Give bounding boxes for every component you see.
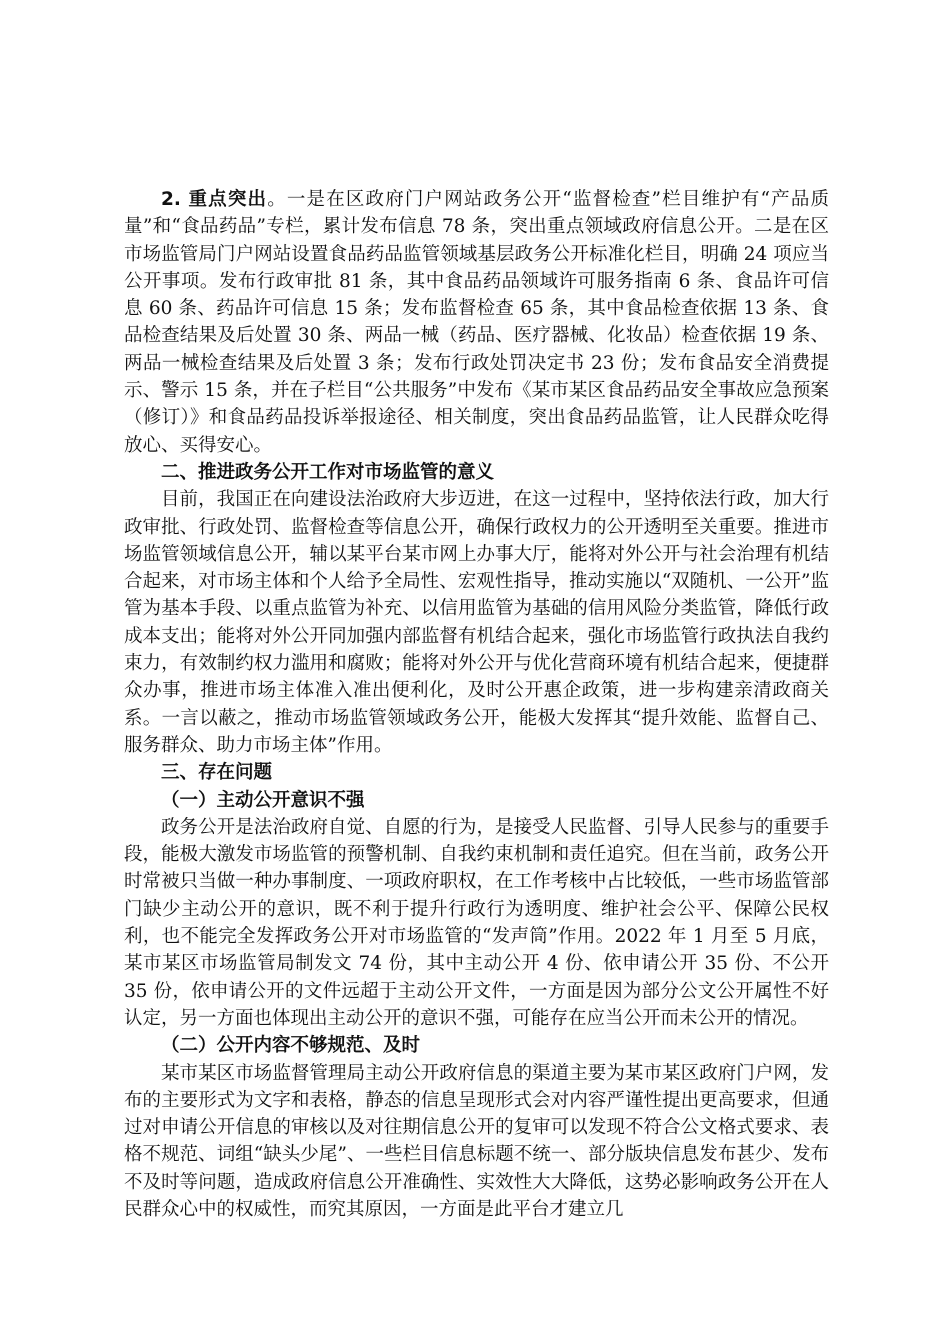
subsection-heading: （二）公开内容不够规范、及时 (161, 1035, 421, 1057)
paragraph-lead: 2. 重点突出 (161, 189, 268, 210)
paragraph-significance: 目前，我国正在向建设法治政府大步迈进，在这一过程中，坚持依法行政，加大行政审批、行政处罚、监督检查等信息公开，确保行政权力的公开透明至关重要。推进市场监管领域信息公开，辅以某平台某市网上办事大厅，能将对外公开与社会治理有机结合起来，对市场主体和个人给予全局性、宏观性指导，推动实施以“双随机、一公开”监管为基本手段、以重点监管为补充、以信用监管为基础的信用风险分类监管，降低行政成本支出；能将对外公开同加强内部监督有机结合起来，强化市场监管行政执法自我约束力，有效制约权力滥用和腐败；能将对外公开与优化营商环境有机结合起来，便捷群众办事，推进市场主体准入准出便利化，及时公开惠企政策，进一步构建亲清政商关系。一言以蔽之，推动市场监管领域政务公开，能极大发挥其“提升效能、监督自己、服务群众、助力市场主体”作用。 (124, 489, 829, 756)
subsection-heading: （一）主动公开意识不强 (161, 789, 365, 811)
section-heading: 三、存在问题 (161, 762, 273, 784)
paragraph-awareness: 政务公开是法治政府自觉、自愿的行为，是接受人民监督、引导人民参与的重要手段，能极大激发市场监管的预警机制、自我约束机制和责任追究。但在当前，政务公开时常被只当做一种办事制度、一项政府职权，在工作考核中占比较低，一些市场监管部门缺少主动公开的意识，既不利于提升行政行为透明度、维护社会公平、保障公民权利，也不能完全发挥政务公开对市场监管的“发声筒”作用。2022 年 1 月至 5 月底，某市某区市场监管局制发文 74 份，其中主动公开 4 份、依申请公开 35 份、不公开 35 份，依申请公开的文件远超于主动公开文件，一方面是因为部分公文公开属性不好认定，另一方面也体现出主动公开的意识不强，可能存在应当公开而未公开的情况。 (124, 816, 829, 1029)
document-page (124, 186, 829, 1223)
section-heading: 二、推进政务公开工作对市场监管的意义 (161, 461, 495, 483)
paragraph-content-standards: 某市某区市场监督管理局主动公开政府信息的渠道主要为某市某区政府门户网，发布的主要形式为文字和表格，静态的信息呈现形式会对内容严谨性提出更高要求，但通过对申请公开信息的审核以及对往期信息公开的复审可以发现不符合公文格式要求、表格不规范、词组“缺头少尾”、一些栏目信息标题不统一、部分版块信息发布甚少、发布不及时等问题，造成政府信息公开准确性、实效性大大降低，这势必影响政务公开在人民群众心中的权威性，而究其原因，一方面是此平台才建立几 (124, 1062, 829, 1220)
paragraph-text: 。一是在区政府门户网站政务公开“监督检查”栏目维护有“产品质量”和“食品药品”专栏，累计发布信息 78 条，突出重点领域政府信息公开。二是在区市场监管局门户网站设置食品药品监管领域基层政务公开标准化栏目，明确 24 项应当公开事项。发布行政审批 81 条，其中食品药品领域许可服务指南 6 条、食品许可信息 60 条、药品许可信息 15 条；发布监督检查 65 条，其中食品检查依据 13 条、食品检查结果及后处置 30 条、两品一械（药品、医疗器械、化妆品）检查依据 19 条、两品一械检查结果及后处置 3 条；发布行政处罚决定书 23 份；发布食品安全消费提示、警示 15 条，并在子栏目“公共服务”中发布《某市某区食品药品安全事故应急预案（修订）》和食品药品投诉举报途径、相关制度，突出食品药品监管，让人民群众吃得放心、买得安心。 (124, 189, 829, 456)
paragraph-key-points (124, 186, 829, 459)
